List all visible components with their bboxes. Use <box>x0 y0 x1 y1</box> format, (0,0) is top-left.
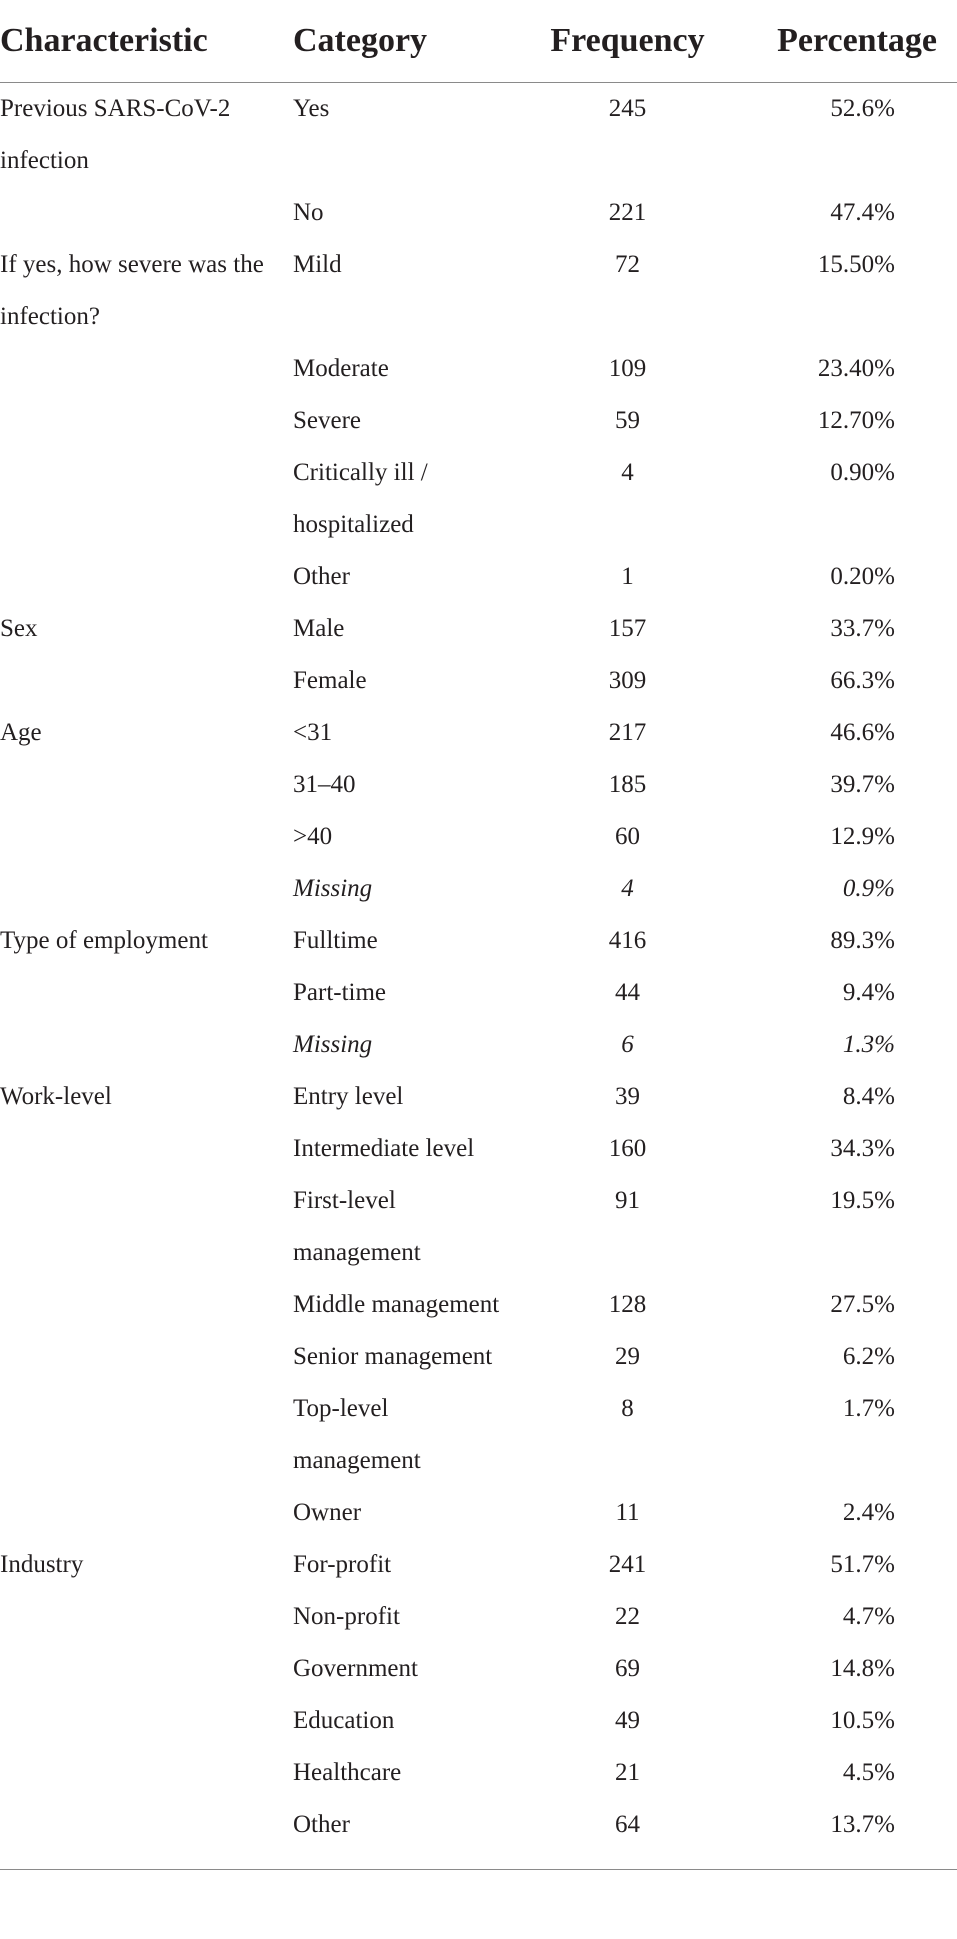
cell-frequency: 221 <box>608 199 647 226</box>
cell-percentage: 9.4% <box>842 979 895 1006</box>
cell-characteristic: Work-level <box>0 1083 112 1110</box>
table-row <box>0 1123 957 1175</box>
cell-characteristic <box>0 1799 293 1851</box>
cell-frequency: 49 <box>615 1707 640 1734</box>
cell-category: Education <box>293 1707 395 1734</box>
table-row <box>0 187 957 239</box>
table-row <box>0 1175 957 1279</box>
cell-category: Non-profit <box>293 1603 400 1630</box>
cell-characteristic: Industry <box>0 1551 84 1578</box>
cell-category: Part-time <box>293 979 387 1006</box>
cell-characteristic <box>0 1123 293 1175</box>
cell-percentage: 12.70% <box>817 407 895 434</box>
cell-category: Male <box>293 615 345 642</box>
table-row <box>0 1279 957 1331</box>
cell-characteristic <box>0 343 293 395</box>
cell-category: Mild <box>293 251 342 278</box>
cell-percentage: 47.4% <box>830 199 895 226</box>
table-row <box>0 239 957 343</box>
table-row <box>0 1539 957 1591</box>
cell-frequency: 39 <box>615 1083 640 1110</box>
cell-frequency: 60 <box>615 823 640 850</box>
cell-category: Entry level <box>293 1083 404 1110</box>
cell-percentage: 14.8% <box>830 1655 895 1682</box>
table-row <box>0 83 957 188</box>
cell-percentage: 51.7% <box>830 1551 895 1578</box>
table-body <box>0 83 957 1852</box>
table-row <box>0 1747 957 1799</box>
cell-category: Other <box>293 563 350 590</box>
cell-frequency: 69 <box>615 1655 640 1682</box>
table-row <box>0 1331 957 1383</box>
cell-category: Intermediate level <box>293 1135 475 1162</box>
cell-frequency: 44 <box>615 979 640 1006</box>
table-row <box>0 863 957 915</box>
cell-frequency: 8 <box>621 1395 634 1422</box>
cell-frequency: 91 <box>615 1187 640 1214</box>
cell-percentage: 1.3% <box>842 1031 895 1058</box>
cell-frequency: 157 <box>608 615 647 642</box>
header-row <box>0 0 957 83</box>
cell-frequency: 29 <box>615 1343 640 1370</box>
cell-percentage: 10.5% <box>830 1707 895 1734</box>
cell-characteristic <box>0 1279 293 1331</box>
cell-category: <31 <box>293 719 333 746</box>
cell-characteristic: Sex <box>0 615 38 642</box>
cell-category: Owner <box>293 1499 362 1526</box>
cell-frequency: 217 <box>608 719 647 746</box>
header-characteristic: Characteristic <box>0 0 293 83</box>
cell-characteristic <box>0 1175 293 1279</box>
cell-percentage: 4.7% <box>842 1603 895 1630</box>
cell-characteristic <box>0 1331 293 1383</box>
cell-category: >40 <box>293 823 333 850</box>
cell-characteristic <box>0 447 293 551</box>
cell-category: First-level management <box>293 1187 421 1266</box>
cell-category: Female <box>293 667 367 694</box>
cell-category: Severe <box>293 407 362 434</box>
cell-frequency: 21 <box>615 1759 640 1786</box>
cell-percentage: 0.90% <box>830 459 895 486</box>
table-row <box>0 447 957 551</box>
cell-percentage: 19.5% <box>830 1187 895 1214</box>
cell-percentage: 34.3% <box>830 1135 895 1162</box>
cell-frequency: 11 <box>615 1499 640 1526</box>
cell-percentage: 66.3% <box>830 667 895 694</box>
cell-frequency: 72 <box>615 251 640 278</box>
cell-category: Moderate <box>293 355 389 382</box>
table-row <box>0 915 957 967</box>
cell-percentage: 8.4% <box>842 1083 895 1110</box>
cell-characteristic <box>0 655 293 707</box>
cell-category: Top-level management <box>293 1395 421 1474</box>
table-row <box>0 603 957 655</box>
cell-percentage: 39.7% <box>830 771 895 798</box>
cell-category: 31–40 <box>293 771 356 798</box>
cell-frequency: 416 <box>608 927 647 954</box>
cell-frequency: 6 <box>621 1031 634 1058</box>
cell-characteristic: If yes, how severe was the infection? <box>0 251 264 330</box>
cell-category: Government <box>293 1655 418 1682</box>
cell-characteristic <box>0 187 293 239</box>
cell-category: Senior management <box>293 1343 493 1370</box>
cell-percentage: 0.20% <box>830 563 895 590</box>
cell-category: For-profit <box>293 1551 392 1578</box>
cell-category: Other <box>293 1811 350 1838</box>
cell-percentage: 89.3% <box>830 927 895 954</box>
cell-frequency: 1 <box>621 563 634 590</box>
table-row <box>0 395 957 447</box>
cell-characteristic <box>0 1643 293 1695</box>
cell-characteristic <box>0 1487 293 1539</box>
table-row <box>0 1643 957 1695</box>
cell-characteristic <box>0 1383 293 1487</box>
table-row <box>0 551 957 603</box>
cell-percentage: 13.7% <box>830 1811 895 1838</box>
cell-characteristic <box>0 395 293 447</box>
table-row <box>0 1487 957 1539</box>
table-row <box>0 759 957 811</box>
cell-characteristic <box>0 759 293 811</box>
cell-percentage: 15.50% <box>817 251 895 278</box>
table-header <box>0 0 957 83</box>
header-percentage: Percentage <box>735 0 957 83</box>
cell-frequency: 309 <box>608 667 647 694</box>
table-row <box>0 1383 957 1487</box>
cell-category: Critically ill / hospitalized <box>293 459 428 538</box>
cell-characteristic <box>0 1695 293 1747</box>
cell-percentage: 46.6% <box>830 719 895 746</box>
table-row <box>0 1019 957 1071</box>
table-row <box>0 811 957 863</box>
cell-frequency: 64 <box>615 1811 640 1838</box>
cell-category: Middle management <box>293 1291 500 1318</box>
table-bottom-rule <box>0 1869 957 1870</box>
cell-frequency: 245 <box>608 95 647 122</box>
table-row <box>0 655 957 707</box>
header-frequency: Frequency <box>520 0 735 83</box>
table-row <box>0 1591 957 1643</box>
cell-percentage: 4.5% <box>842 1759 895 1786</box>
cell-frequency: 185 <box>608 771 647 798</box>
cell-frequency: 59 <box>615 407 640 434</box>
cell-characteristic <box>0 1019 293 1071</box>
cell-frequency: 4 <box>621 459 634 486</box>
table-row <box>0 1071 957 1123</box>
cell-frequency: 128 <box>608 1291 647 1318</box>
cell-category: Missing <box>293 1031 373 1058</box>
cell-characteristic: Age <box>0 719 42 746</box>
cell-characteristic: Previous SARS-CoV-2 infection <box>0 95 231 174</box>
cell-category: Yes <box>293 95 330 122</box>
table-row <box>0 1695 957 1747</box>
cell-percentage: 1.7% <box>842 1395 895 1422</box>
cell-category: Fulltime <box>293 927 378 954</box>
cell-category: No <box>293 199 324 226</box>
cell-percentage: 0.9% <box>842 875 895 902</box>
cell-frequency: 109 <box>608 355 647 382</box>
cell-characteristic <box>0 811 293 863</box>
table-row <box>0 967 957 1019</box>
cell-characteristic: Type of employment <box>0 927 208 954</box>
cell-percentage: 52.6% <box>830 95 895 122</box>
header-category: Category <box>293 0 520 83</box>
cell-frequency: 241 <box>608 1551 647 1578</box>
table-row <box>0 707 957 759</box>
cell-characteristic <box>0 863 293 915</box>
cell-frequency: 160 <box>608 1135 647 1162</box>
table-row <box>0 343 957 395</box>
cell-characteristic <box>0 967 293 1019</box>
cell-percentage: 27.5% <box>830 1291 895 1318</box>
cell-percentage: 2.4% <box>842 1499 895 1526</box>
table-row <box>0 1799 957 1851</box>
cell-characteristic <box>0 1591 293 1643</box>
cell-percentage: 12.9% <box>830 823 895 850</box>
cell-category: Healthcare <box>293 1759 402 1786</box>
cell-percentage: 33.7% <box>830 615 895 642</box>
cell-frequency: 4 <box>621 875 634 902</box>
cell-characteristic <box>0 551 293 603</box>
cell-characteristic <box>0 1747 293 1799</box>
cell-percentage: 23.40% <box>817 355 895 382</box>
cell-frequency: 22 <box>615 1603 640 1630</box>
cell-category: Missing <box>293 875 373 902</box>
cell-percentage: 6.2% <box>842 1343 895 1370</box>
